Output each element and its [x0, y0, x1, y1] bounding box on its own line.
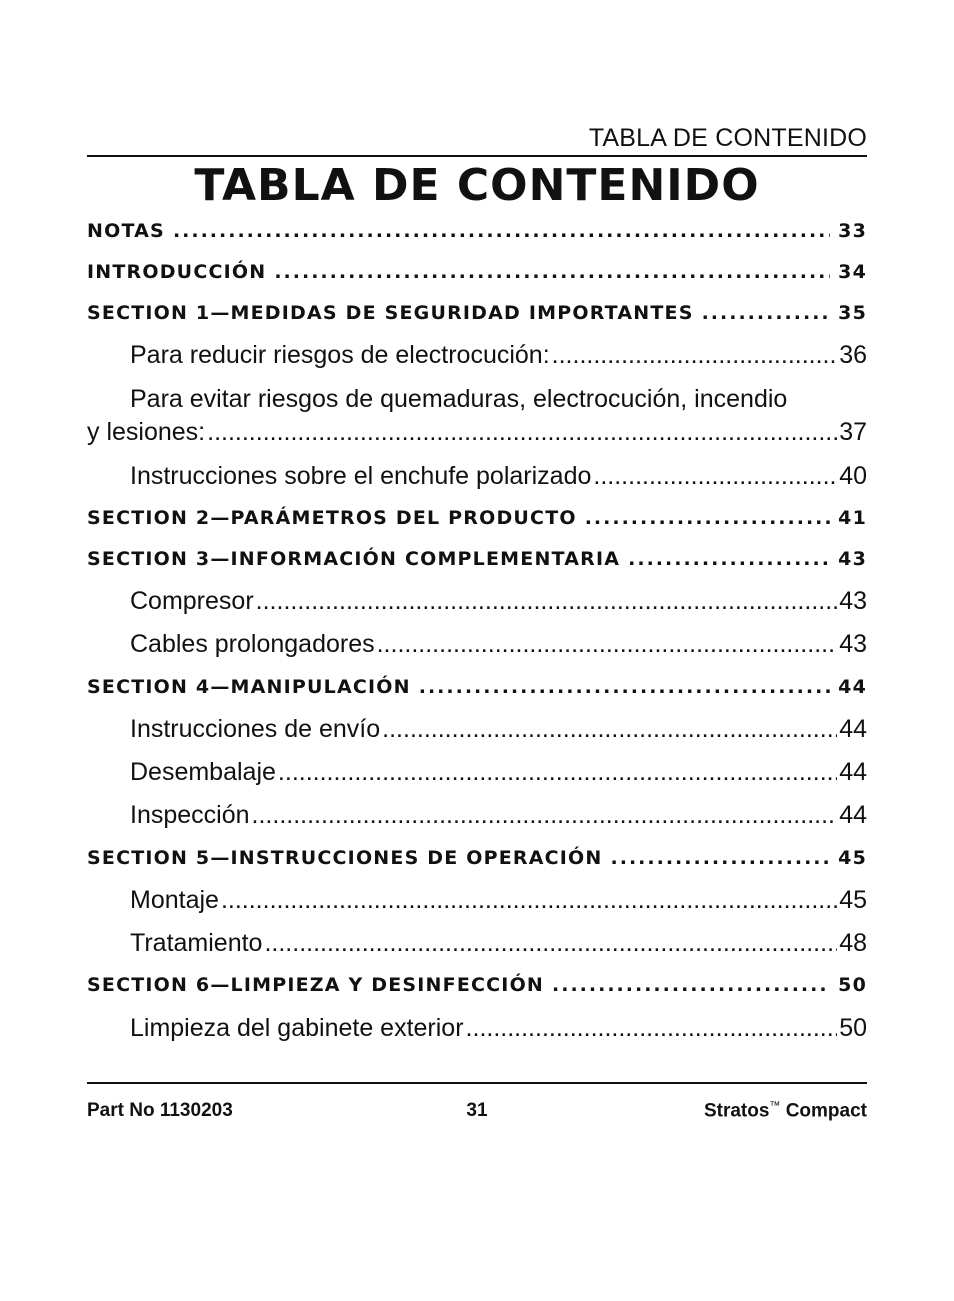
toc-entry-label: Inspección — [130, 801, 250, 829]
toc-entry-page: 43 — [839, 630, 867, 658]
toc-entry-montaje[interactable] — [87, 886, 867, 915]
toc-entry-label: NOTAS — [87, 220, 165, 242]
toc-entry-page: 44 — [839, 758, 867, 786]
footer-rule — [87, 1082, 867, 1084]
toc-entry-label: SECTION 5—INSTRUCCIONES DE OPERACIÓN — [87, 847, 603, 869]
toc-entry-cables[interactable] — [87, 630, 867, 659]
toc-entry-page: 44 — [839, 715, 867, 743]
running-header: TABLA DE CONTENIDO — [588, 124, 867, 152]
toc-entry-label: Para reducir riesgos de electrocución: — [130, 341, 550, 369]
toc-entry-quemaduras-line1[interactable] — [87, 385, 867, 414]
dot-leader — [466, 1014, 838, 1043]
toc-entry-page: 50 — [839, 1014, 867, 1042]
dot-leader — [628, 548, 830, 570]
toc-entry-label: Tratamiento — [130, 929, 263, 957]
toc-entry-page: 33 — [838, 220, 867, 242]
toc-entry-page: 35 — [838, 302, 867, 324]
dot-leader — [611, 847, 831, 869]
toc-entry-page: 40 — [839, 462, 867, 490]
toc-entry-page: 45 — [839, 886, 867, 914]
dot-leader — [419, 676, 830, 698]
dot-leader — [278, 758, 837, 787]
page-title: TABLA DE CONTENIDO — [194, 160, 760, 211]
toc-entry-compresor[interactable] — [87, 587, 867, 616]
toc-entry-electrocucion[interactable] — [87, 341, 867, 370]
dot-leader — [552, 974, 830, 996]
toc-entry-label: Instrucciones de envío — [130, 715, 381, 743]
toc-entry-label: Para evitar riesgos de quemaduras, electrocución, incendio — [130, 385, 788, 413]
toc-entry-page: 37 — [839, 418, 867, 446]
dot-leader — [702, 302, 831, 324]
dot-leader — [585, 507, 830, 529]
toc-entry-label: Cables prolongadores — [130, 630, 375, 658]
toc-entry-section-5[interactable] — [87, 847, 867, 869]
toc-entry-page: 43 — [839, 587, 867, 615]
toc-entry-notas[interactable] — [87, 220, 867, 242]
toc-entry-limpieza-gabinete[interactable] — [87, 1014, 867, 1043]
dot-leader — [593, 462, 837, 491]
dot-leader — [377, 630, 838, 659]
toc-entry-section-6[interactable] — [87, 974, 867, 996]
toc-entry-inspeccion[interactable] — [87, 801, 867, 830]
header-rule — [87, 155, 867, 157]
toc-entry-quemaduras-line2[interactable] — [87, 418, 867, 447]
toc-entry-enchufe[interactable] — [87, 462, 867, 491]
dot-leader — [264, 929, 837, 958]
toc-entry-section-4[interactable] — [87, 676, 867, 698]
toc-entry-label: y lesiones: — [87, 418, 206, 446]
dot-leader — [274, 261, 830, 283]
toc-entry-page: 48 — [839, 929, 867, 957]
toc-entry-page: 34 — [838, 261, 867, 283]
toc-entry-label: SECTION 3—INFORMACIÓN COMPLEMENTARIA — [87, 548, 621, 570]
toc-entry-label: Compresor — [130, 587, 254, 615]
toc-entry-label: Limpieza del gabinete exterior — [130, 1014, 464, 1042]
document-page — [87, 0, 867, 1301]
toc-entry-page: 44 — [839, 801, 867, 829]
toc-entry-label: Desembalaje — [130, 758, 276, 786]
product-brand: Stratos — [703, 1100, 770, 1122]
toc-entry-page: 43 — [838, 548, 867, 570]
dot-leader — [221, 886, 837, 915]
toc-entry-page: 41 — [838, 507, 867, 529]
dot-leader — [256, 587, 838, 616]
toc-entry-page: 50 — [838, 974, 867, 996]
dot-leader — [552, 341, 838, 370]
product-model: Compact — [785, 1100, 867, 1122]
toc-entry-label: Instrucciones sobre el enchufe polarizado — [130, 462, 592, 490]
toc-entry-section-1[interactable] — [87, 302, 867, 324]
part-number: Part No 1130203 — [87, 1100, 233, 1121]
toc-entry-label: INTRODUCCIÓN — [87, 261, 267, 283]
product-name — [704, 1100, 867, 1122]
toc-entry-label: SECTION 4—MANIPULACIÓN — [87, 676, 411, 698]
dot-leader — [382, 715, 837, 744]
toc-entry-section-3[interactable] — [87, 548, 867, 570]
trademark-symbol: ™ — [769, 1100, 781, 1112]
toc-entry-label: SECTION 1—MEDIDAS DE SEGURIDAD IMPORTANTES — [87, 302, 694, 324]
page-footer — [87, 1100, 867, 1126]
dot-leader — [207, 418, 837, 447]
toc-entry-tratamiento[interactable] — [87, 929, 867, 958]
toc-entry-page: 45 — [838, 847, 867, 869]
toc-entry-label: SECTION 2—PARÁMETROS DEL PRODUCTO — [87, 507, 577, 529]
page-number: 31 — [466, 1100, 488, 1121]
dot-leader — [252, 801, 838, 830]
toc-entry-envio[interactable] — [87, 715, 867, 744]
toc-entry-desembalaje[interactable] — [87, 758, 867, 787]
toc-entry-label: Montaje — [130, 886, 219, 914]
toc-entry-label: SECTION 6—LIMPIEZA Y DESINFECCIÓN — [87, 974, 545, 996]
toc-entry-section-2[interactable] — [87, 507, 867, 529]
toc-entry-page: 44 — [838, 676, 867, 698]
toc-entry-page: 36 — [839, 341, 867, 369]
dot-leader — [173, 220, 830, 242]
toc-entry-introduccion[interactable] — [87, 261, 867, 283]
